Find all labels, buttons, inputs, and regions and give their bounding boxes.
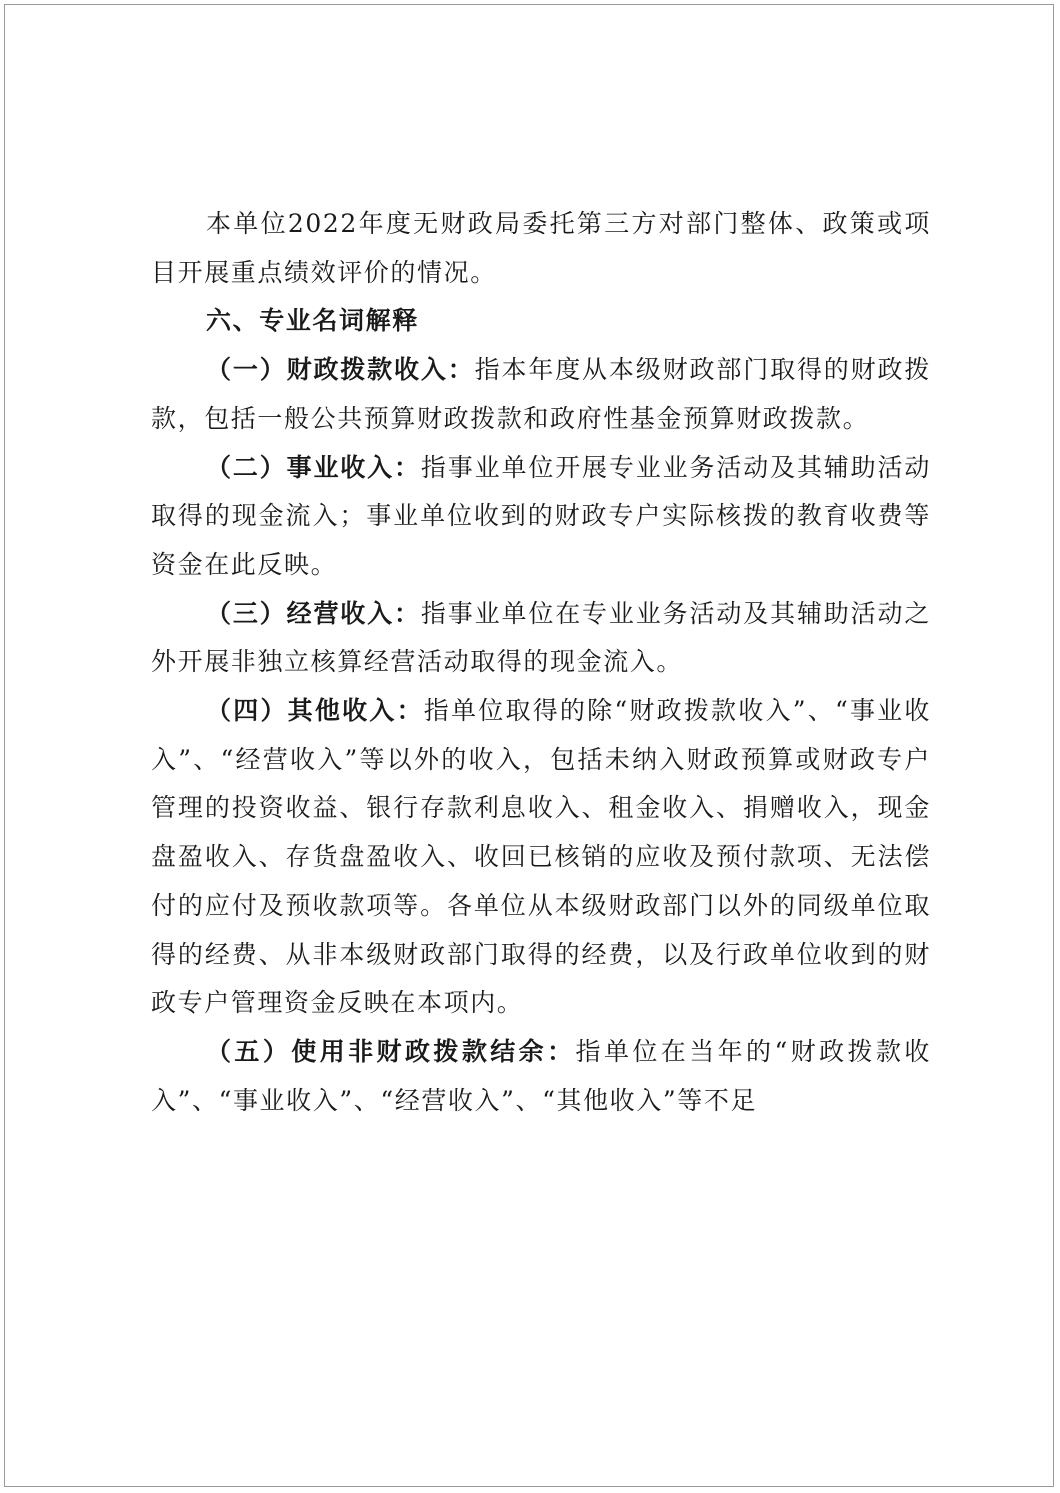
- definition-term: （三）经营收入：: [206, 598, 421, 628]
- definition-paragraph-2: [151, 444, 931, 590]
- definition-term: （二）事业收入：: [206, 452, 421, 482]
- definition-text: 指事业单位开展专业业务活动及其辅助活动取得的现金流入；事业单位收到的财政专户实际核拨的教育收费等资金在此反映。: [151, 452, 931, 579]
- intro-paragraph: 本单位2022年度无财政局委托第三方对部门整体、政策或项目开展重点绩效评价的情况。: [151, 209, 931, 287]
- definition-term: （五）使用非财政拨款结余：: [206, 1036, 576, 1066]
- definition-text: 指本年度从本级财政部门取得的财政拨款，包括一般公共预算财政拨款和政府性基金预算财政拨款。: [151, 355, 931, 433]
- definition-paragraph-3: [151, 590, 931, 687]
- definition-paragraph-5: [151, 1028, 931, 1125]
- definition-text: 指单位取得的除“财政拨款收入”、“事业收入”、“经营收入”等以外的收入，包括未纳入财政预算或财政专户管理的投资收益、银行存款利息收入、租金收入、捐赠收入，现金盘盈收入、存货盘盈收入、收回已核销的应收及预付款项、无法偿付的应付及预收款项等。各单位从本级财政部门以外的同级单位取得的经费、从非本级财政部门取得的经费，以及行政单位收到的财政专户管理资金反映在本项内。: [151, 696, 931, 1018]
- definition-term: （四）其他收入：: [206, 696, 424, 726]
- document-body: [151, 200, 931, 1125]
- document-page: [4, 4, 1054, 1487]
- definition-paragraph-1: [151, 346, 931, 443]
- definition-text: 指事业单位在专业业务活动及其辅助活动之外开展非独立核算经营活动取得的现金流入。: [151, 598, 931, 677]
- definition-paragraph-4: [151, 687, 931, 1028]
- definition-text: 指单位在当年的“财政拨款收入”、“事业收入”、“经营收入”、“其他收入”等不足: [151, 1036, 931, 1115]
- definition-term: （一）财政拨款收入：: [206, 355, 475, 385]
- section-heading: 六、专业名词解释: [206, 306, 419, 336]
